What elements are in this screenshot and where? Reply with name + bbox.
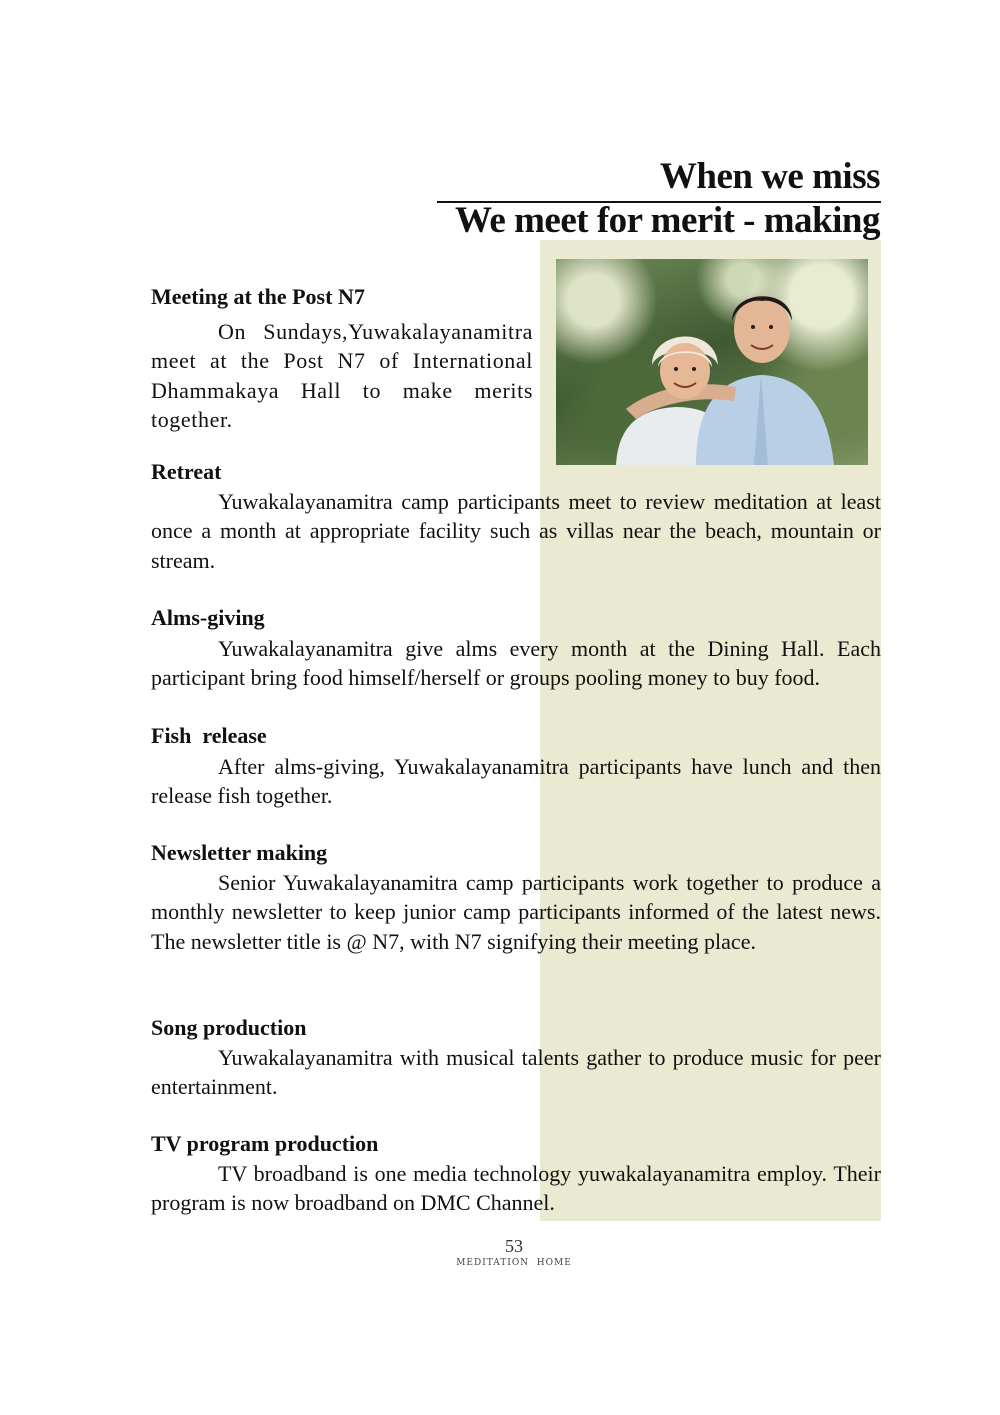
photo-illustration [556, 259, 868, 465]
section-text-retreat: Yuwakalayanamitra camp participants meet to review meditation at least once a month at appropriate facility such as villas near the beach, mountain or stream. [151, 489, 881, 573]
section-text-meeting: On Sundays,Yuwakalayanamitra meet at the Post N7 of International Dhammakaya Hall to make merits together. [151, 319, 533, 432]
section-heading-fish-release: Fish release [151, 723, 267, 748]
section-heading-alms: Alms-giving [151, 605, 265, 630]
section-heading-tv: TV program production [151, 1131, 379, 1156]
photo-two-friends [556, 259, 868, 465]
section-text-alms: Yuwakalayanamitra give alms every month at the Dining Hall. Each participant bring food himself/herself or groups pooling money to buy food. [151, 636, 881, 691]
page-title-line-2: We meet for merit - making [454, 200, 880, 241]
page-number: 53 [505, 1236, 523, 1256]
section-text-newsletter: Senior Yuwakalayanamitra camp participants work together to produce a monthly newsletter to keep junior camp participants informed of the latest news. The newsletter title is @ N7, with N7 signifying their meeting place. [151, 870, 881, 954]
footer-brand: MEDITATION HOME [456, 1258, 572, 1268]
section-heading-newsletter: Newsletter making [151, 840, 328, 865]
section-text-tv: TV broadband is one media technology yuwakalayanamitra employ. Their program is now broadband on DMC Channel. [151, 1161, 881, 1216]
section-heading-meeting: Meeting at the Post N7 [151, 284, 365, 309]
section-heading-song: Song production [151, 1015, 307, 1040]
section-text-fish-release: After alms-giving, Yuwakalayanamitra participants have lunch and then release fish together. [151, 754, 881, 809]
page-title-line-1: When we miss [659, 156, 880, 197]
section-text-song: Yuwakalayanamitra with musical talents gather to produce music for peer entertainment. [151, 1045, 881, 1100]
section-heading-retreat: Retreat [151, 459, 222, 484]
